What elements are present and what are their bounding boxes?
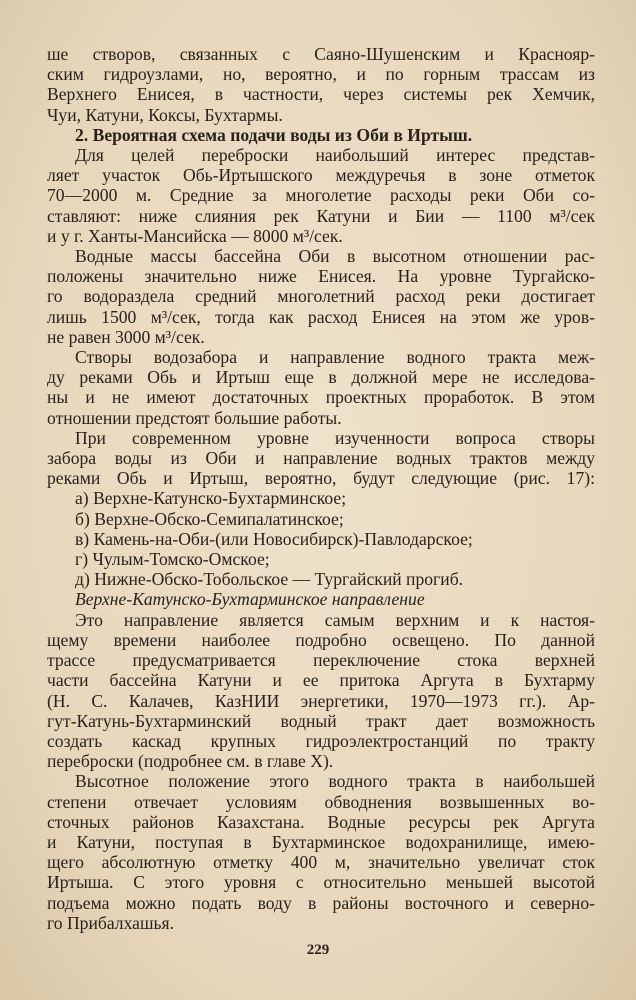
text-line: трассе предусматривается переключение стока верхней <box>47 650 595 671</box>
text-line: Водные массы бассейна Оби в высотном отношении рас- <box>75 246 595 267</box>
text-line: ны и не имеют достаточных проектных проработок. В этом <box>47 387 595 408</box>
text-line: части бассейна Катуни и ее притока Аргута в Бухтарму <box>47 670 595 691</box>
page-text <box>47 44 595 933</box>
text-line: го водораздела средний многолетний расход реки достигает <box>47 286 595 307</box>
text-line: гут-Катунь-Бухтарминский водный тракт дает возможность <box>47 710 595 731</box>
text-line: создать каскад крупных гидроэлектростанций по тракту <box>47 730 595 751</box>
text-line: ду реками Обь и Иртыш еще в должной мере не исследова- <box>47 367 595 388</box>
text-line: щему времени наиболее подробно освещено. По данной <box>47 629 595 650</box>
text-line: Это направление является самым верхним и к настоя- <box>75 609 595 630</box>
text-line: и у г. Ханты-Мансийска — 8000 м³/сек. <box>47 225 343 246</box>
section-heading: 2. Вероятная схема подачи воды из Оби в Иртыш. <box>75 124 473 145</box>
text-line: Створы водозабора и направление водного тракта меж- <box>75 347 595 368</box>
list-item: а) Верхне-Катунско-Бухтарминское; <box>75 488 347 509</box>
text-line: лишь 1500 м³/сек, тогда как расход Енисея на этом же уров- <box>47 306 595 327</box>
text-line: ляет участок Обь-Иртышского междуречья в зоне отметок <box>47 165 595 186</box>
text-line: переброски (подробнее см. в главе X). <box>47 751 334 772</box>
list-item: в) Камень-на-Оби-(или Новосибирск)-Павлодарское; <box>75 528 473 549</box>
subsection-heading: Верхне-Катунско-Бухтарминское направление <box>75 589 425 610</box>
text-line: щего абсолютную отметку 400 м, значительно увеличат сток <box>47 852 595 873</box>
text-line: реками Обь и Иртыш, вероятно, будут следующие (рис. 17): <box>47 468 595 489</box>
text-line: 70—2000 м. Средние за многолетие расходы реки Оби со- <box>47 185 595 206</box>
text-line: Высотное положение этого водного тракта в наибольшей <box>75 771 595 792</box>
text-line: подъема можно подать воду в районы восточного и северно- <box>47 892 595 913</box>
text-line: При современном уровне изученности вопроса створы <box>75 427 595 448</box>
text-line: Иртыша. С этого уровня с относительно меньшей высотой <box>47 872 595 893</box>
text-line: (Н. С. Калачев, КазНИИ энергетики, 1970—1973 гг.). Ар- <box>47 690 595 711</box>
text-line: го Прибалхашья. <box>47 912 175 933</box>
text-line: отношении предстоят большие работы. <box>47 407 342 428</box>
text-line: и Катуни, поступая в Бухтарминское водохранилище, имею- <box>47 831 595 852</box>
page-number: 229 <box>306 942 330 958</box>
text-line: ше створов, связанных с Саяно-Шушенским и Краснояр- <box>47 44 595 64</box>
text-line: ским гидроузлами, но, вероятно, и по горным трассам из <box>47 64 595 85</box>
text-line: Верхнего Енисея, в частности, через системы рек Хемчик, <box>47 84 595 105</box>
text-line: Чуи, Катуни, Коксы, Бухтармы. <box>47 104 283 125</box>
text-line: не равен 3000 м³/сек. <box>47 326 205 347</box>
list-item: б) Верхне-Обско-Семипалатинское; <box>75 508 344 529</box>
text-line: степени отвечает условиям обводнения возвышенных во- <box>47 791 595 812</box>
text-line: сточных районов Казахстана. Водные ресурсы рек Аргута <box>47 811 595 832</box>
text-line: положены значительно ниже Енисея. На уровне Тургайско- <box>47 266 595 287</box>
text-line: забора воды из Оби и направление водных трактов между <box>47 448 595 469</box>
list-item: д) Нижне-Обско-Тобольское — Тургайский прогиб. <box>75 569 464 590</box>
text-line: Для целей переброски наибольший интерес представ- <box>75 145 595 166</box>
list-item: г) Чулым-Томско-Омское; <box>75 549 270 570</box>
text-line: ставляют: ниже слияния рек Катуни и Бии — 1100 м³/сек <box>47 205 595 226</box>
